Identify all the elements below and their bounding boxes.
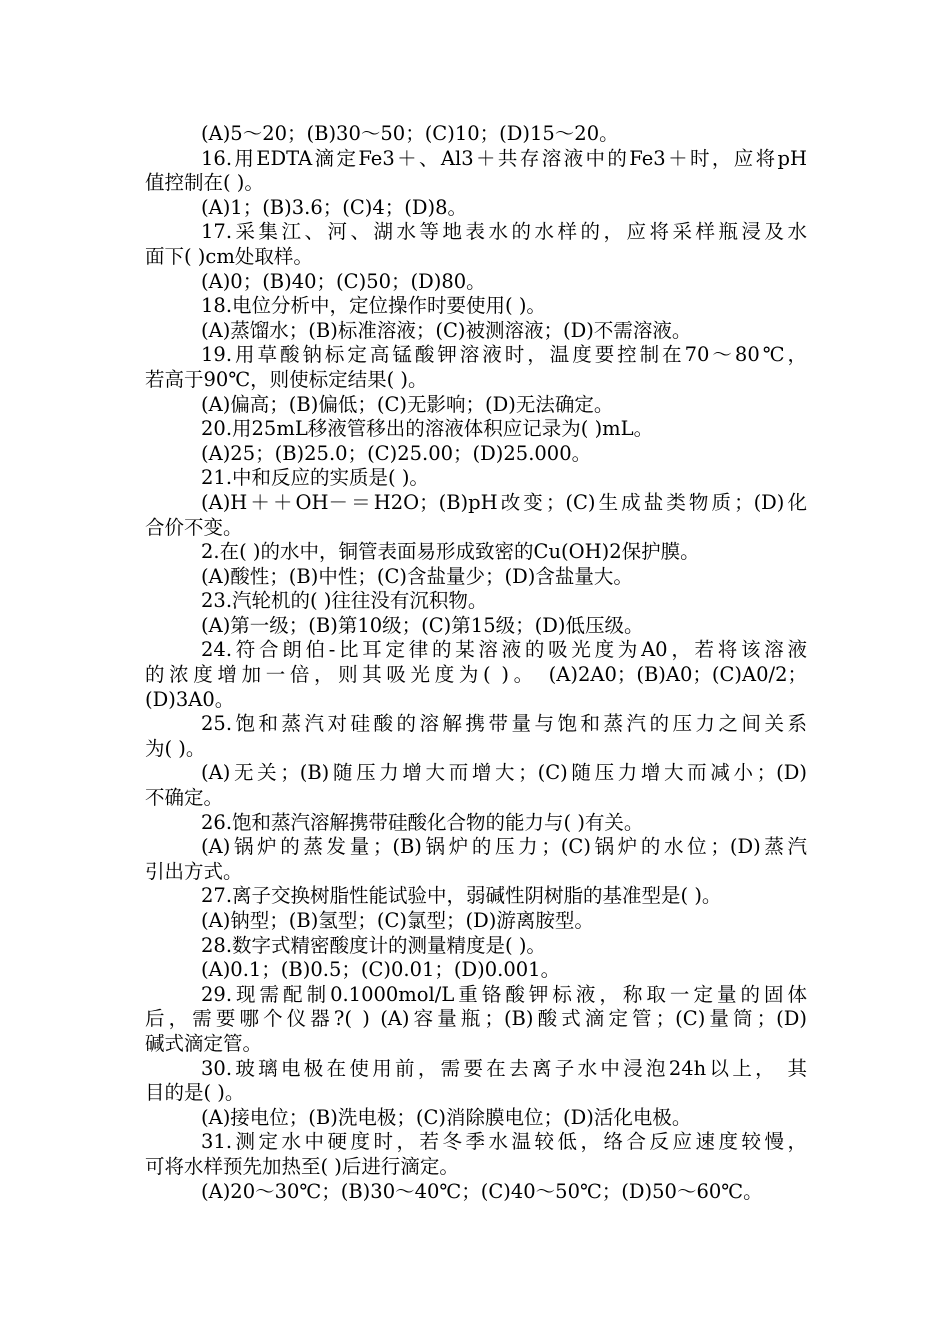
- text-line: 28.数字式精密酸度计的测量精度是( )。: [201, 933, 546, 957]
- text-line: 若高于90℃，则使标定结果( )。: [145, 367, 428, 391]
- text-line: 碱式滴定管。: [145, 1031, 263, 1055]
- text-line: (A)无关；(B)随压力增大而增大；(C)随压力增大而减小；(D): [201, 761, 807, 785]
- text-line: (D)3A0。: [145, 687, 235, 711]
- text-line: 面下( )cm处取样。: [145, 244, 313, 268]
- text-line: 2.在( )的水中，铜管表面易形成致密的Cu(OH)2保护膜。: [201, 540, 700, 564]
- text-line: (A)H＋＋OH－＝H2O；(B)pH改变；(C)生成盐类物质；(D)化: [201, 490, 807, 514]
- text-line: 17.采集江、河、湖水等地表水的水样的，应将采样瓶浸及水: [201, 220, 807, 244]
- text-line: 后，需要哪个仪器?( ) (A)容量瓶；(B)酸式滴定管；(C)量筒；(D): [145, 1007, 807, 1031]
- text-line: 27.离子交换树脂性能试验中，弱碱性阴树脂的基准型是( )。: [201, 884, 722, 908]
- text-line: (A)5～20；(B)30～50；(C)10；(D)15～20。: [201, 122, 619, 145]
- text-line: 引出方式。: [145, 859, 243, 883]
- text-line: 为( )。: [145, 736, 206, 760]
- text-line: (A)接电位；(B)洗电极；(C)消除膜电位；(D)活化电极。: [201, 1105, 692, 1129]
- text-line: 可将水样预先加热至( )后进行滴定。: [145, 1154, 459, 1178]
- text-line: 30.玻璃电极在使用前，需要在去离子水中浸泡24h以上， 其: [201, 1056, 807, 1080]
- text-line: (A)偏高；(B)偏低；(C)无影响；(D)无法确定。: [201, 392, 614, 416]
- text-line: 24.符合朗伯-比耳定律的某溶液的吸光度为A0，若将该溶液: [201, 638, 807, 662]
- text-line: (A)钠型；(B)氢型；(C)氯型；(D)游离胺型。: [201, 909, 594, 932]
- text-line: (A)第一级；(B)第10级；(C)第15级；(D)低压级。: [201, 613, 644, 637]
- text-line: (A)锅炉的蒸发量；(B)锅炉的压力；(C)锅炉的水位；(D)蒸汽: [201, 835, 807, 859]
- text-line: 31.测定水中硬度时，若冬季水温较低，络合反应速度较慢，: [201, 1130, 807, 1154]
- text-line: 25.饱和蒸汽对硅酸的溶解携带量与饱和蒸汽的压力之间关系: [201, 712, 807, 736]
- text-line: (A)25；(B)25.0；(C)25.00；(D)25.000。: [201, 441, 592, 465]
- text-line: (A)蒸馏水；(B)标准溶液；(C)被测溶液；(D)不需溶液。: [201, 318, 692, 342]
- text-line: (A)0；(B)40；(C)50；(D)80。: [201, 269, 486, 293]
- text-line: 23.汽轮机的( )往往没有沉积物。: [201, 589, 488, 613]
- text-line: 不确定。: [145, 786, 224, 810]
- text-line: 的浓度增加一倍，则其吸光度为( )。 (A)2A0；(B)A0；(C)A0/2；: [145, 663, 807, 687]
- text-line: (A)1；(B)3.6；(C)4；(D)8。: [201, 195, 468, 219]
- text-line: (A)酸性；(B)中性；(C)含盐量少；(D)含盐量大。: [201, 564, 633, 588]
- text-line: 29.现需配制0.1000mol/L重铬酸钾标液，称取一定量的固体: [201, 982, 807, 1006]
- text-line: 目的是( )。: [145, 1081, 245, 1105]
- text-line: 18.电位分析中，定位操作时要使用( )。: [201, 294, 546, 318]
- text-line: (A)0.1；(B)0.5；(C)0.01；(D)0.001。: [201, 958, 561, 982]
- text-line: 16.用EDTA滴定Fe3＋、Al3＋共存溶液中的Fe3＋时，应将pH: [201, 146, 807, 170]
- text-line: 26.饱和蒸汽溶解携带硅酸化合物的能力与( )有关。: [201, 810, 644, 834]
- text-line: 值控制在( )。: [145, 171, 264, 195]
- text-line: (A)20～30℃；(B)30～40℃；(C)40～50℃；(D)50～60℃。: [201, 1179, 763, 1203]
- text-line: 合价不变。: [145, 515, 243, 539]
- text-line: 20.用25mL移液管移出的溶液体积应记录为( )mL。: [201, 417, 654, 441]
- text-line: 19.用草酸钠标定高锰酸钾溶液时，温度要控制在70～80℃，: [201, 343, 807, 367]
- text-line: 21.中和反应的实质是( )。: [201, 466, 429, 490]
- document-body: [145, 122, 807, 1204]
